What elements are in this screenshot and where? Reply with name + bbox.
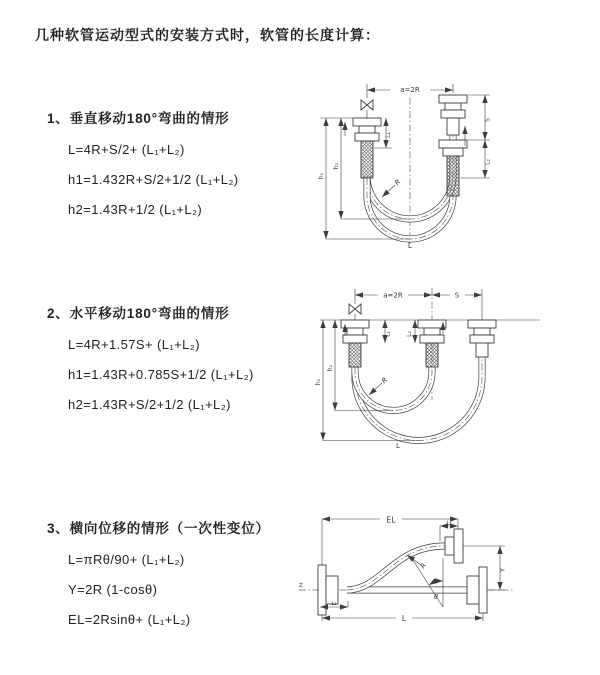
section-3-formulas (68, 545, 270, 635)
diagram-vertical-180-bend (312, 78, 544, 250)
formula-h1: h1=1.43R+0.785S+1/2 (L₁+L₂) (68, 367, 254, 382)
section-lateral-displacement (47, 517, 270, 635)
moving-pipe-upper (439, 95, 467, 135)
dim-label-el: EL (386, 515, 396, 525)
section-1-formulas (68, 135, 239, 225)
formula-h2: h2=1.43R+S/2+1/2 (L₁+L₂) (68, 397, 231, 412)
right-flange-displaced (445, 529, 463, 563)
dimension-s (432, 290, 482, 300)
dimension-l2 (406, 320, 415, 343)
dim-label-l1: L₁ (385, 132, 392, 138)
hose-initial-position (355, 367, 432, 410)
angle-label: θ (434, 593, 438, 601)
dimension-l1 (385, 320, 392, 343)
section-2-heading: 2、水平移动180°弯曲的情形 (47, 306, 230, 321)
diagram-lateral-displacement (295, 505, 560, 655)
formula-length: L=πRθ/90+ (L₁+L₂) (68, 552, 185, 567)
dim-label-a2r: a=2R (383, 291, 403, 300)
moving-pipe-shifted (468, 289, 496, 357)
centerline-mark: Z (299, 583, 303, 589)
dim-label-y: Y (498, 568, 507, 572)
hose-displaced-position (347, 546, 445, 590)
dim-label-l2: L₂ (446, 520, 452, 527)
formula-length: L=4R+1.57S+ (L₁+L₂) (68, 337, 200, 352)
dimension-el (322, 514, 458, 565)
dim-label-a2r: a=2R (400, 86, 420, 94)
dim-label-h1: h₁ (318, 172, 325, 180)
radius-label: R (418, 561, 428, 571)
radius-callout (407, 555, 428, 570)
radius-label: R (393, 177, 403, 188)
dim-label-h2: h₂ (327, 364, 334, 372)
section-vertical-movement (47, 107, 239, 225)
right-flange-straight (467, 567, 487, 613)
valve-icon (361, 100, 373, 110)
dimension-a-2r (355, 290, 432, 300)
length-label: L (407, 241, 413, 250)
radius-callout (369, 376, 389, 395)
formula-length: L=4R+S/2+ (L₁+L₂) (68, 142, 185, 157)
radius-label: R (380, 375, 390, 386)
diagram-horizontal-180-bend (312, 282, 547, 450)
dim-label-l: L (401, 614, 407, 623)
section-2-formulas (68, 330, 254, 420)
radius-callout (382, 178, 402, 197)
formula-y: Y=2R (1-cosθ) (68, 582, 158, 597)
dim-label-l1: L₁ (384, 331, 392, 337)
fixed-pipe-with-valve (353, 100, 381, 178)
valve-icon (349, 304, 361, 314)
left-flange (318, 565, 338, 615)
dimension-l (322, 613, 483, 624)
section-1-heading: 1、垂直移动180°弯曲的情形 (47, 111, 230, 126)
angle-theta-construction (411, 557, 443, 607)
dim-label-h2: h₂ (333, 162, 340, 170)
formula-el: EL=2Rsinθ+ (L₁+L₂) (68, 612, 191, 627)
dim-label-l2: L₂ (406, 331, 413, 337)
moving-pipe-initial (418, 320, 446, 367)
dim-label-h1: h₁ (315, 378, 322, 386)
dim-label-s: S (454, 291, 460, 300)
section-horizontal-movement (47, 302, 254, 420)
moving-pipe-lower (439, 140, 467, 196)
section-3-heading: 3、横向位移的情形（一次性变位） (47, 521, 270, 536)
dim-label-l2: L₂ (484, 159, 492, 165)
formula-h1: h1=1.432R+S/2+1/2 (L₁+L₂) (68, 172, 239, 187)
dim-label-s: S (484, 118, 492, 122)
page-title: 几种软管运动型式的安装方式时，软管的长度计算： (35, 27, 380, 43)
dim-label-l1: L₁ (331, 601, 337, 607)
formula-h2: h2=1.43R+1/2 (L₁+L₂) (68, 202, 203, 217)
length-label: L (396, 442, 400, 450)
